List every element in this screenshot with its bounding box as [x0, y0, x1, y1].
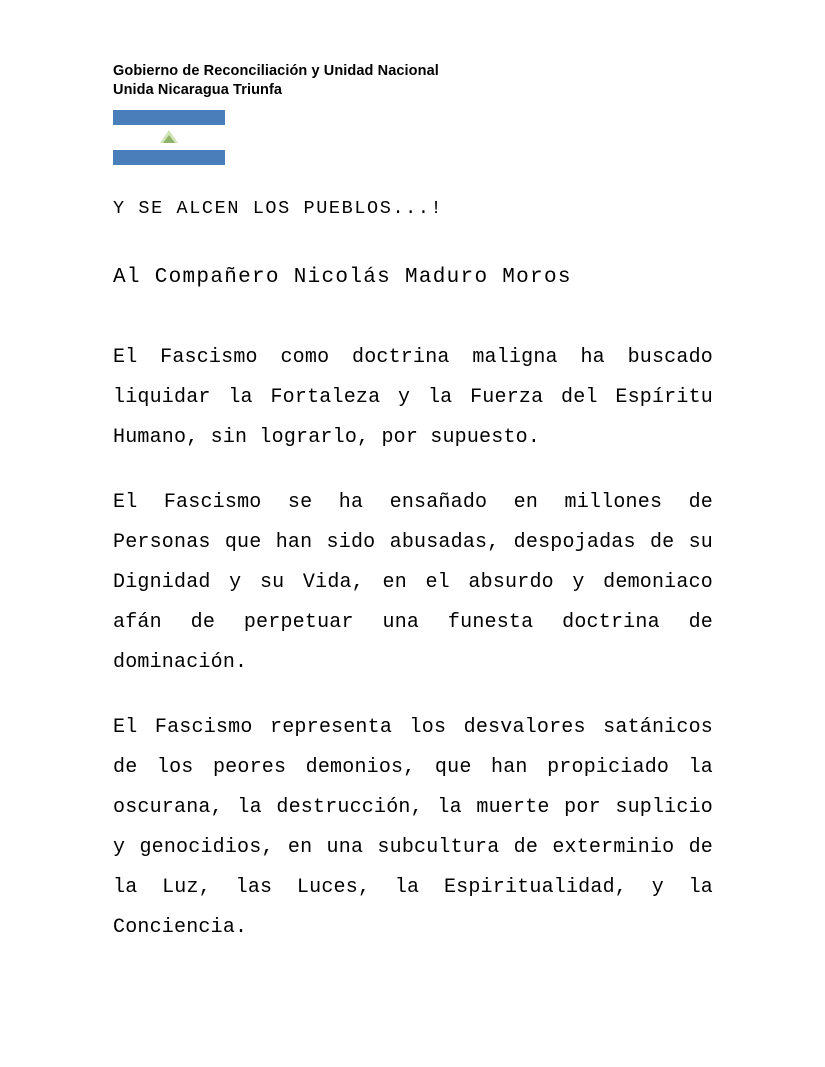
paragraph: El Fascismo como doctrina maligna ha buscado liquidar la Fortaleza y la Fuerza del Espíritu Humano, sin lograrlo, por supuesto. — [113, 346, 713, 449]
letterhead-line-2: Unida Nicaragua Triunfa — [113, 82, 283, 98]
flag-stripe-bottom — [113, 150, 225, 165]
paragraph: El Fascismo se ha ensañado en millones de Personas que han sido abusadas, despojadas de su Dignidad y su Vida, en el absurdo y demoniaco afán de perpetuar una funesta doctrina de dominación. — [113, 491, 713, 674]
triangle-inner-icon — [163, 135, 175, 143]
paragraph: El Fascismo representa los desvalores satánicos de los peores demonios, que han propiciado la oscurana, la destrucción, la muerte por suplicio y genocidios, en una subcultura de exterminio de la Luz, las Luces, la Espiritualidad, y la Conciencia. — [113, 716, 713, 939]
flag-stripe-top — [113, 110, 225, 125]
letterhead — [113, 62, 733, 100]
flag-emblem-icon — [160, 129, 178, 145]
letterhead-line-1: Gobierno de Reconciliación y Unidad Nacional — [113, 63, 439, 79]
document-addressee: Al Compañero Nicolás Maduro Moros — [113, 266, 572, 289]
document-body — [113, 196, 713, 948]
nicaragua-flag-icon — [113, 110, 225, 165]
document-heading: Y SE ALCEN LOS PUEBLOS...! — [113, 198, 444, 219]
